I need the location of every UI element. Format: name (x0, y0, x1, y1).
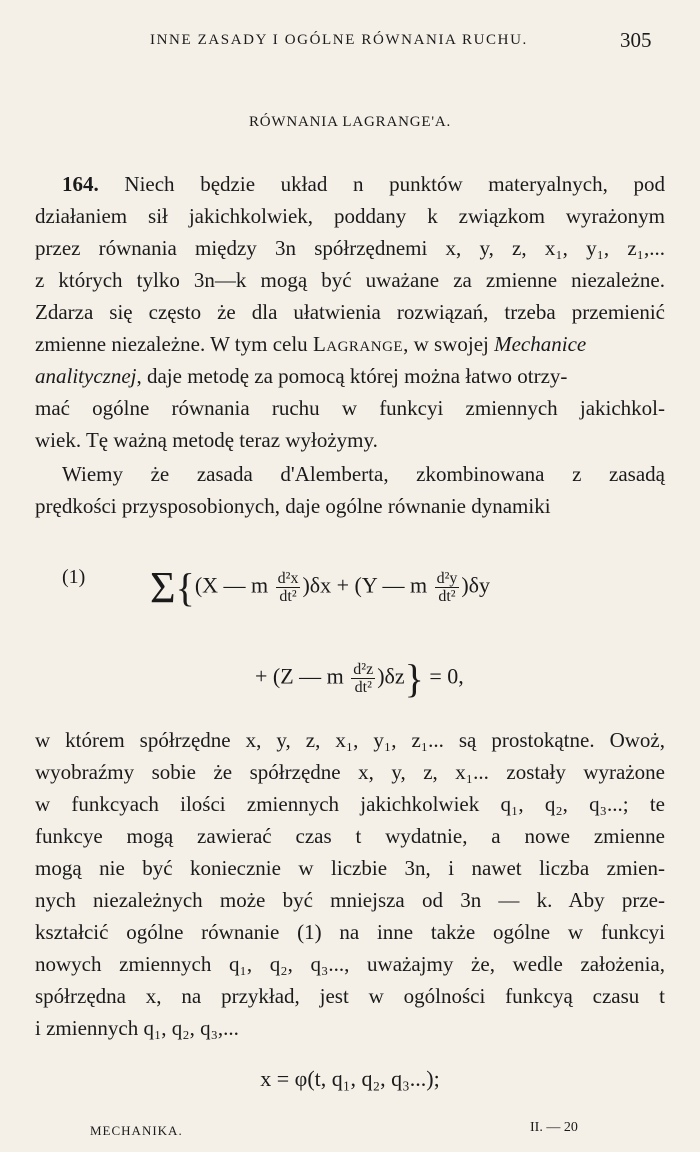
brace-open: { (175, 565, 195, 610)
eq-term: )δy (461, 572, 491, 598)
fraction-den: dt² (438, 588, 456, 605)
eq-term: = 0, (423, 663, 464, 689)
eq-term: + (Z — m (255, 663, 350, 689)
fraction-den: dt² (279, 588, 297, 605)
text-line: w funkcyach ilości zmiennych jakichkolwiek q₁, q₂, q₃...; te (35, 792, 665, 816)
text-span: zmienne niezależne. W tym celu (35, 332, 308, 356)
equation-label: (1) (62, 566, 86, 588)
text-line: prędkości przysposobionych, daje ogólne równanie dynamiki (35, 494, 551, 518)
brace-close: } (404, 656, 424, 701)
text-line: spółrzędna x, na przykład, jest w ogólności funkcyą czasu t (35, 984, 665, 1008)
equation-2: x = φ(t, q₁, q₂, q₃...); (260, 1066, 440, 1091)
text-line (35, 168, 665, 200)
text-span: , w swojej (403, 332, 489, 356)
paragraph-coordinates (35, 724, 665, 1044)
text-line: i zmiennych q₁, q₂, q₃,... (35, 1016, 239, 1040)
text-line: mać ogólne równania ruchu w funkcyi zmiennych jakichkol- (35, 396, 665, 420)
text-line (35, 360, 665, 392)
text-span: , daje metodę za pomocą której można łatwo otrzy- (136, 364, 568, 388)
text-line: wyobraźmy sobie że spółrzędne x, y, z, x₁... zostały wyrażone (35, 760, 665, 784)
eq-term: )δz (377, 663, 405, 689)
equation-1-line-2 (255, 655, 464, 702)
text-line: kształcić ogólne równanie (1) na inne także ogólne w funkcyi (35, 920, 665, 944)
fraction (435, 570, 460, 605)
paragraph-dalembert (35, 458, 665, 522)
text-line: wiek. Tę ważną metodę teraz wyłożymy. (35, 428, 378, 452)
paragraph-number: 164. (62, 172, 99, 196)
eq-term: (X — m (194, 572, 274, 598)
text-span: Niech będzie układ n punktów materyalnych, pod (98, 172, 665, 196)
text-line: przez równania między 3n spółrzędnemi x, y, z, x₁, y₁, z₁,... (35, 236, 665, 260)
fraction-num: d²x (277, 570, 299, 587)
footer-signature: MECHANIKA. (90, 1123, 183, 1138)
text-line: funkcye mogą zawierać czas t wydatnie, a nowe zmienne (35, 824, 665, 848)
text-line: Wiemy że zasada d'Alemberta, zkombinowana z zasadą (62, 462, 665, 486)
fraction (276, 570, 301, 605)
section-title: RÓWNANIA LAGRANGE'A. (248, 114, 452, 130)
sum-symbol: Σ (150, 563, 176, 612)
text-line: nowych zmiennych q₁, q₂, q₃..., uważajmy że, wedle założenia, (35, 952, 665, 976)
page-number: 305 (620, 28, 652, 52)
fraction-num: d²z (353, 661, 374, 678)
book-title-cont: analitycznej (35, 364, 137, 388)
text-line: mogą nie być koniecznie w liczbie 3n, i nawet liczba zmien- (35, 856, 665, 880)
equation-1-line-1 (150, 562, 490, 613)
fraction-num: d²y (436, 570, 458, 587)
fraction (351, 661, 375, 696)
footer-sheet-number: II. — 20 (530, 1120, 578, 1135)
text-line: z których tylko 3n—k mogą być uważane za zmienne niezależne. (35, 268, 665, 292)
fraction-den: dt² (354, 679, 372, 696)
text-line: nych niezależnych może być mniejsza od 3n — k. Aby prze- (35, 888, 665, 912)
author-name: Lagrange (312, 332, 404, 356)
text-line: w którem spółrzędne x, y, z, x₁, y₁, z₁... są prostokątne. Owoż, (35, 728, 665, 752)
eq-term: )δx + (302, 572, 355, 598)
eq-term: (Y — m (354, 572, 433, 598)
text-line: działaniem sił jakichkolwiek, poddany k związkom wyrażonym (35, 204, 665, 228)
paragraph-164 (35, 168, 665, 456)
book-title: Mechanice (494, 332, 587, 356)
running-head: INNE ZASADY I OGÓLNE RÓWNANIA RUCHU. (150, 32, 528, 48)
text-line (35, 328, 665, 360)
text-line: Zdarza się często że dla ułatwienia rozwiązań, trzeba przemienić (35, 300, 665, 324)
